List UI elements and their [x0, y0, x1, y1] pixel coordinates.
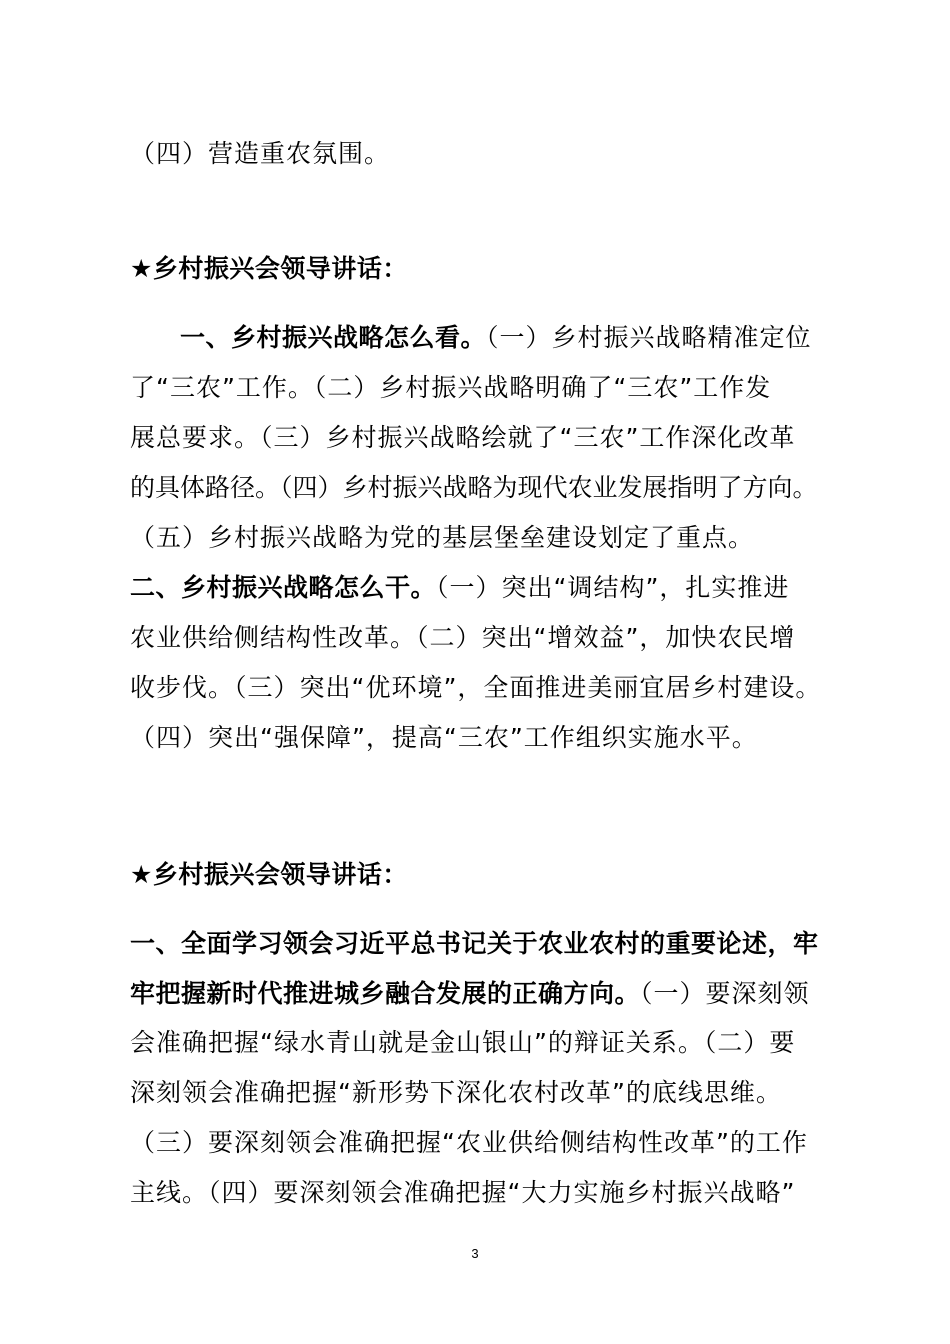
text-line: [130, 928, 830, 960]
text-line: [130, 1077, 830, 1109]
plain-text: 了“三农”工作。（二）乡村振兴战略明确了“三农”工作发: [130, 373, 772, 402]
plain-text: （一）突出“调结构”，扎实推进: [436, 573, 790, 602]
text-line: [130, 1027, 830, 1059]
text-line: [130, 422, 830, 454]
text-line: [130, 672, 830, 704]
page-number: 3: [471, 1246, 479, 1261]
plain-text: 展总要求。（三）乡村振兴战略绘就了“三农”工作深化改革: [130, 423, 796, 452]
section-heading: [130, 859, 830, 891]
bold-text: 二、乡村振兴战略怎么干。: [130, 573, 437, 602]
plain-text: （一）乡村振兴战略精准定位: [486, 323, 812, 352]
text-line: [130, 372, 830, 404]
plain-text: （三）要深刻领会准确把握“农业供给侧结构性改革”的工作: [130, 1128, 808, 1157]
plain-text: （五）乡村振兴战略为党的基层堡垒建设划定了重点。: [130, 523, 755, 552]
text-line: [130, 572, 830, 604]
bold-text: 一、全面学习领会习近平总书记关于农业农村的重要论述，牢: [130, 929, 819, 958]
text-line: [130, 1177, 830, 1209]
plain-text: （四）营造重农氛围。: [130, 139, 391, 168]
bold-text: 一、乡村振兴战略怎么看。: [180, 323, 487, 352]
plain-text: 农业供给侧结构性改革。（二）突出“增效益”，加快农民增: [130, 623, 796, 652]
plain-text: 主线。（四）要深刻领会准确把握“大力实施乡村振兴战略”: [130, 1178, 796, 1207]
plain-text: 收步伐。（三）突出“优环境”，全面推进美丽宜居乡村建设。: [130, 673, 822, 702]
text-line: [130, 1127, 830, 1159]
plain-text: 会准确把握“绿水青山就是金山银山”的辩证关系。（二）要: [130, 1028, 796, 1057]
text-line: [130, 472, 830, 504]
text-line: [180, 322, 830, 354]
text-line: [130, 622, 830, 654]
bold-text: ★乡村振兴会领导讲话：: [130, 254, 408, 283]
plain-text: 深刻领会准确把握“新形势下深化农村改革”的底线思维。: [130, 1078, 782, 1107]
plain-text: （四）突出“强保障”，提高“三农”工作组织实施水平。: [130, 723, 758, 752]
text-line: [130, 722, 830, 754]
bold-text: 牢把握新时代推进城乡融合发展的正确方向。: [130, 979, 641, 1008]
text-line: [130, 978, 830, 1010]
text-line: [130, 138, 830, 170]
plain-text: 的具体路径。（四）乡村振兴战略为现代农业发展指明了方向。: [130, 473, 818, 502]
text-line: [130, 522, 830, 554]
section-heading: [130, 253, 830, 285]
bold-text: ★乡村振兴会领导讲话：: [130, 860, 408, 889]
plain-text: （一）要深刻领: [640, 979, 810, 1008]
